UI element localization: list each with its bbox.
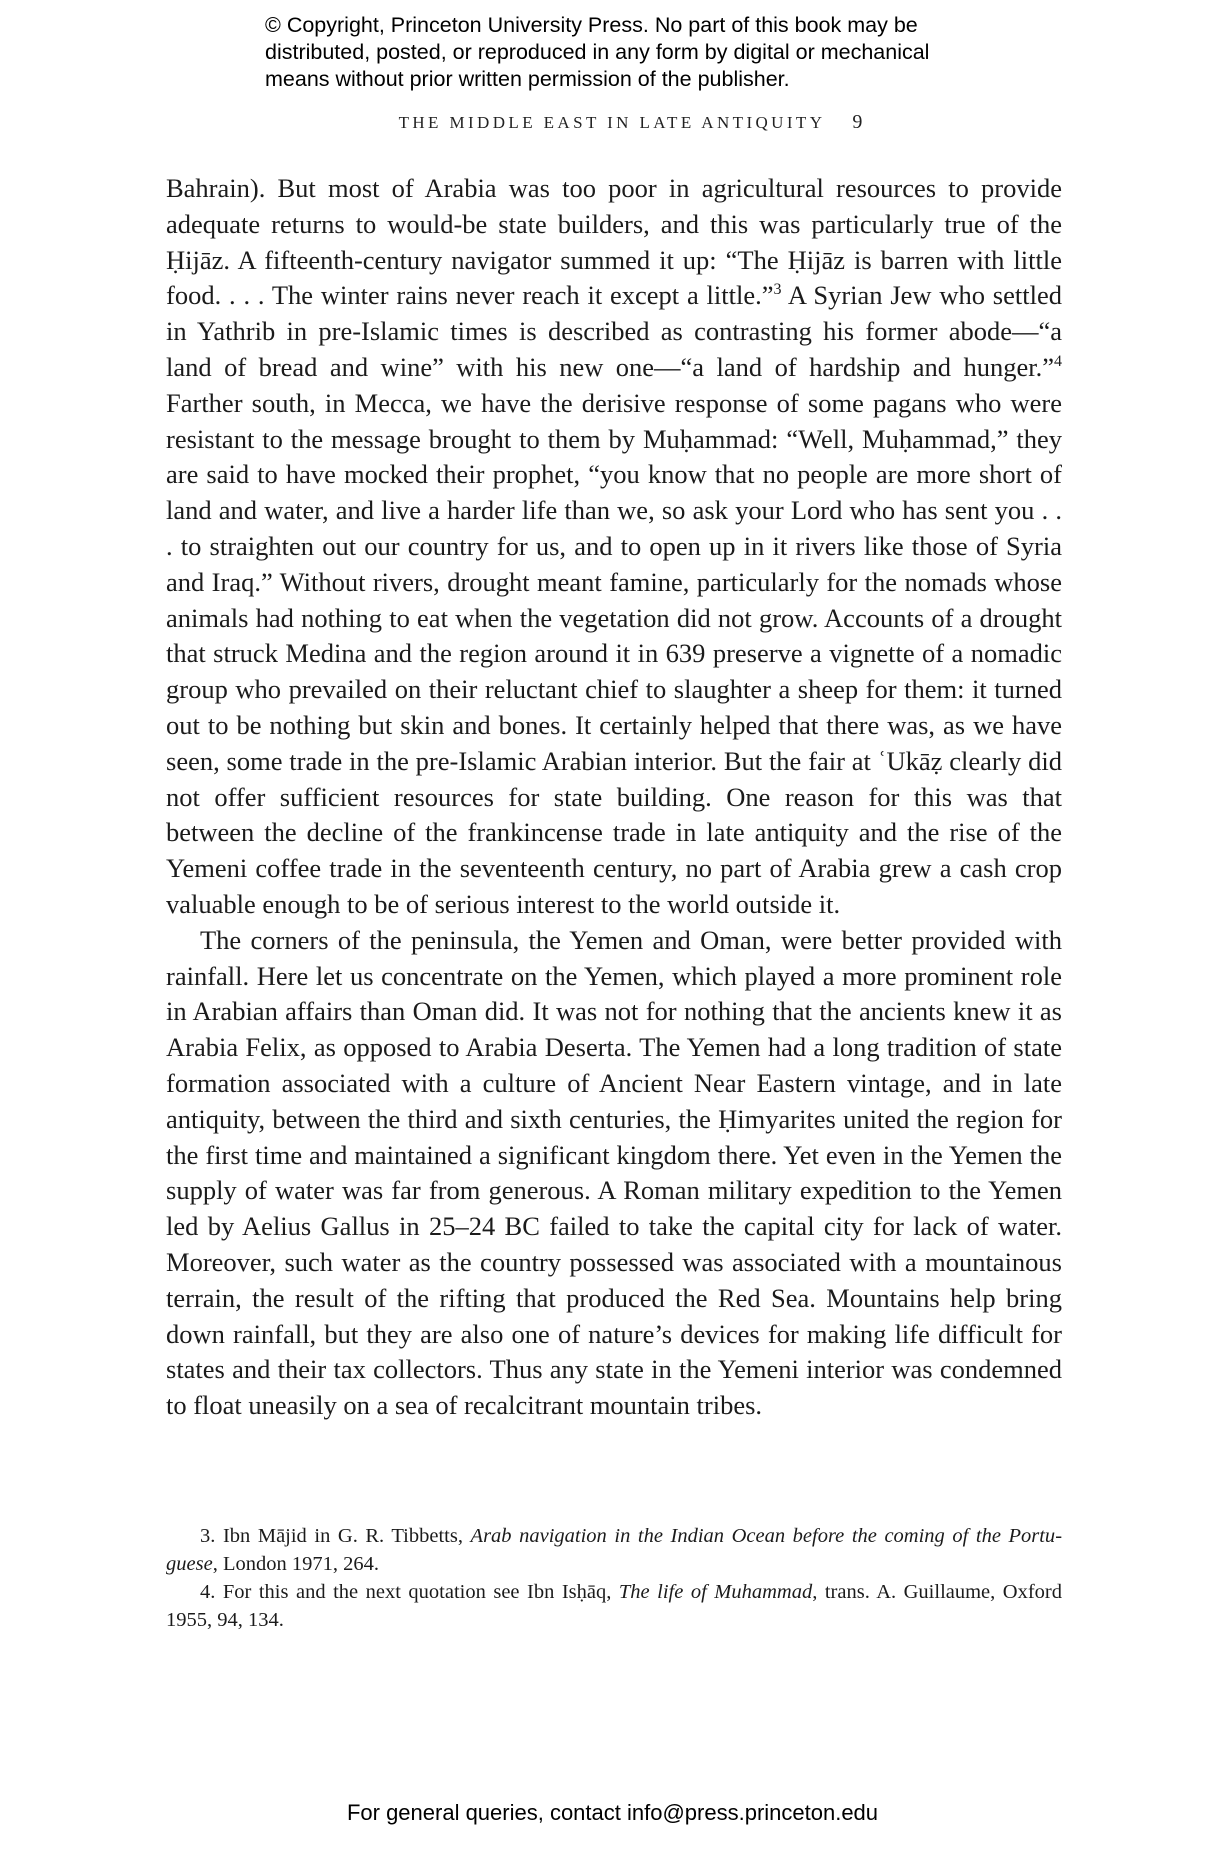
footer-contact: For general queries, contact info@press.princeton.edu [346,1800,879,1825]
footnote-text: 4. For this and the next quotation see Ibn Isḥāq, [200,1581,619,1603]
copyright-line: © Copyright, Princeton University Press. No part of this book may be [265,13,918,37]
paragraph-text: Bahrain). But most of Arabia was too poor in agricultural resources to provide adequate returns to would-be state builders, and this was particularly true of the Ḥijāz. A fifteenth-century navigator summed it up: “The Ḥijāz is barren with little food. . . . The winter rains never reach it except a little.” [166,173,1062,311]
paragraph-text: A Syrian Jew who settled in Yathrib in pre-Islamic times is described as contrasting his former abode—“a land of bread and wine” with his new one—“a land of hardship and hunger.” [166,280,1062,382]
footnote-4 [166,1578,1062,1634]
copyright-notice [265,12,1025,93]
footnote-text: 3. Ibn Mājid in G. R. Tibbetts, [200,1525,471,1547]
running-head-title: THE MIDDLE EAST IN LATE ANTIQUITY [398,113,825,132]
paragraph-text: Farther south, in Mecca, we have the derisive response of some pagans who were resistant to the message brought to them by Muḥammad: “Well, Muḥammad,” they are said to have mocked their prophet, “you know that no people are more short of land and water, and live a harder life than we, so ask your Lord who has sent you . . . to straighten out our country for us, and to open up in it rivers like those of Syria and Iraq.” Without rivers, drought meant famine, particularly for the nomads whose animals had nothing to eat when the vegetation did not grow. Accounts of a drought that struck Medina and the region around it in 639 preserve a vignette of a nomadic group who prevailed on their reluctant chief to slaughter a sheep for them: it turned out to be nothing but skin and bones. It certainly helped that there was, as we have seen, some trade in the pre-Islamic Arabian interior. But the fair at ʿUkāẓ clearly did not offer sufficient resources for state building. One reason for this was that between the decline of the frankincense trade in late antiquity and the rise of the Yemeni coffee trade in the seventeenth century, no part of Arabia grew a cash crop valuable enough to be of serious interest to the world outside it. [166,387,1062,919]
footnote-title: The life of Muhammad [618,1581,813,1603]
body-text [166,171,1062,1424]
copyright-line: distributed, posted, or reproduced in any form by digital or mechanical [265,40,930,64]
footnote-text: , London 1971, 264. [212,1553,379,1575]
running-head [0,111,1225,134]
copyright-line: means without prior written permission of the publisher. [265,67,790,91]
page-number: 9 [852,111,863,133]
footnote-text: , trans. A. Guillaume, Oxford 1955, 94, 134. [166,1581,1062,1631]
paragraph: The corners of the peninsula, the Yemen and Oman, were better provided with rainfall. Here let us concentrate on the Yemen, which played a more prominent role in Arabian affairs than Oman did. It was not for nothing that the ancients knew it as Arabia Felix, as opposed to Arabia Deserta. The Yemen had a long tradition of state formation associated with a culture of Ancient Near Eastern vintage, and in late antiquity, between the third and sixth centuries, the Ḥimyarites united the region for the first time and maintained a significant kingdom there. Yet even in the Yemen the supply of water was far from generous. A Roman military expedition to the Yemen led by Aelius Gallus in 25–24 BC failed to take the capital city for lack of water. Moreover, such water as the country possessed was associated with a mountainous terrain, the result of the rifting that produced the Red Sea. Mountains help bring down rainfall, but they are also one of nature’s devices for making life difficult for states and their tax collectors. Thus any state in the Yemeni interior was condemned to float uneasily on a sea of recalcitrant mountain tribes. [166,924,1062,1421]
paragraph [166,171,1062,923]
footnote-marker[interactable]: 4 [1054,352,1062,370]
footnote-title: Arab navigation in the Indian Ocean before the coming of the Portuguese [166,1525,1063,1575]
footnotes [166,1522,1062,1634]
footnote-3 [166,1522,1062,1578]
footnote-marker[interactable]: 3 [773,281,782,299]
